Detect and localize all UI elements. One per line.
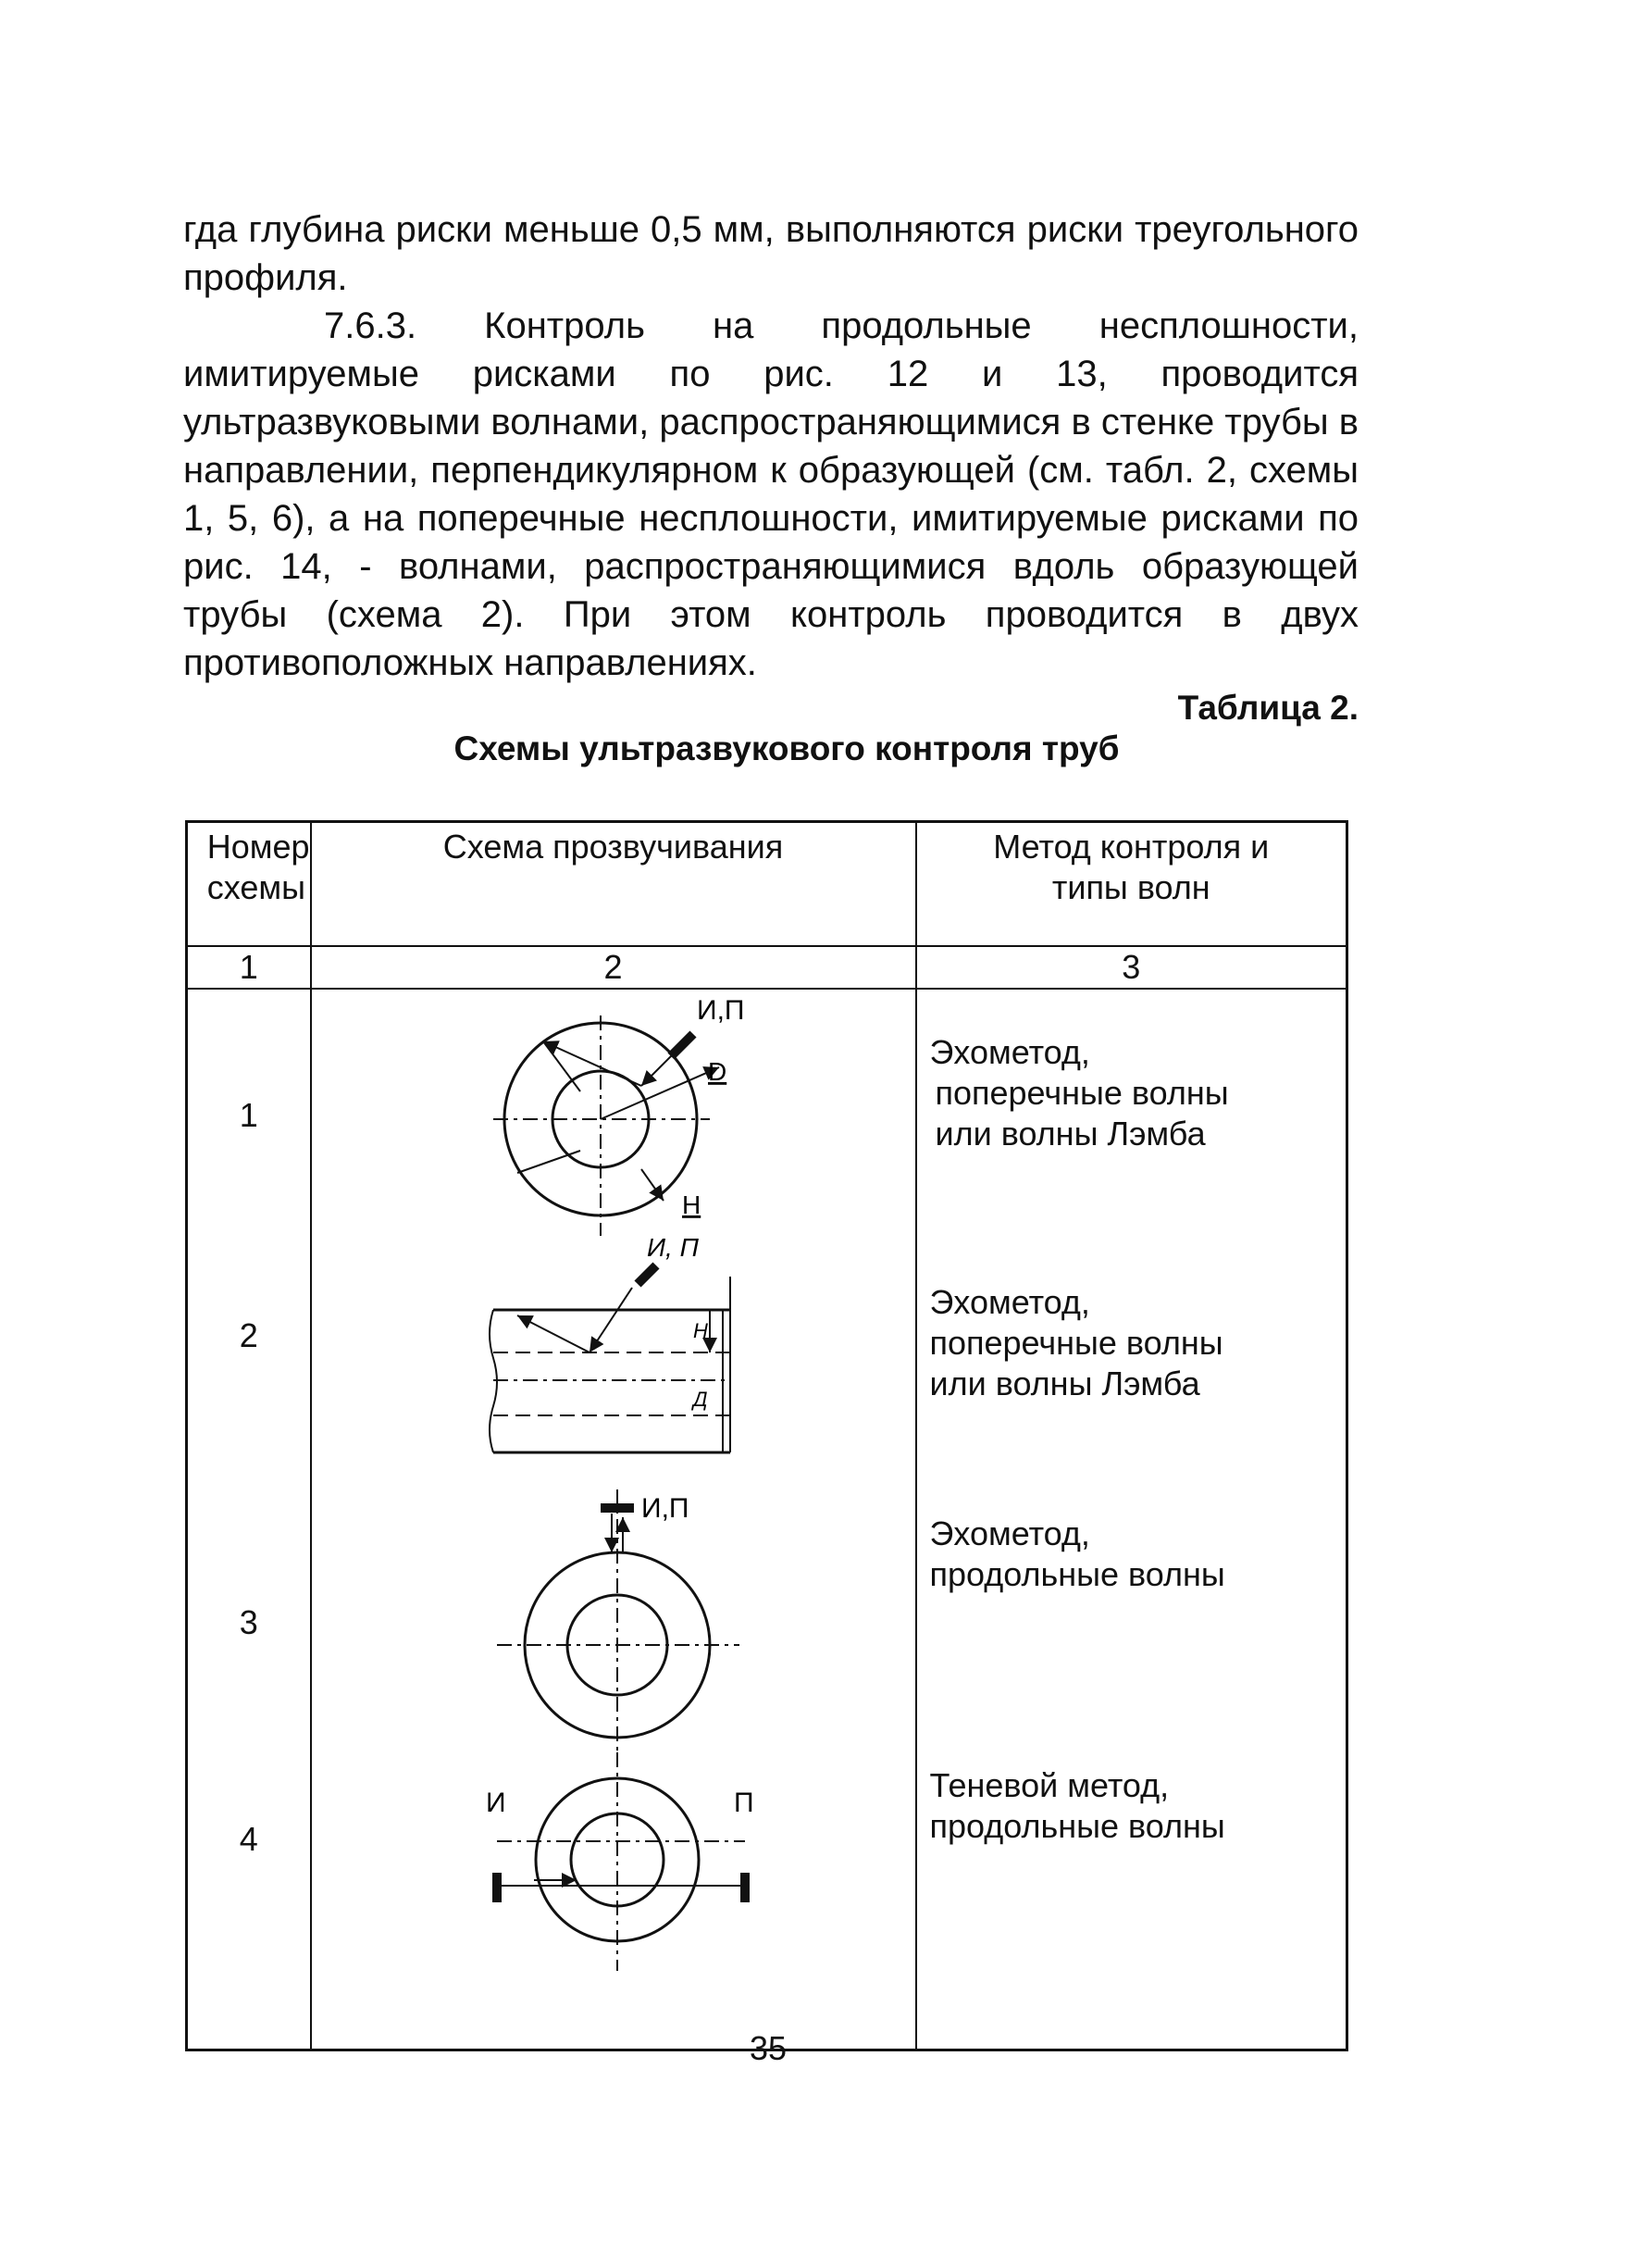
scheme-2-diagram (490, 1265, 730, 1452)
table-title: Схемы ультразвукового контроля труб (453, 729, 1120, 767)
scheme-1-probe-label: И,П (696, 995, 744, 1026)
method-scheme-4: Теневой метод, продольные волны (929, 1766, 1225, 1845)
scheme-number: 4 (239, 1820, 258, 1858)
method-scheme-1: Эхометод, поперечные волны или волны Лэмба (929, 1033, 1229, 1153)
scheme-2-d-label: Д (692, 1388, 707, 1411)
scheme-number: 1 (239, 1096, 258, 1134)
table-header-row (187, 822, 1347, 947)
header-scheme: Схема прозвучивания (311, 822, 916, 947)
scheme-diagrams-cell (311, 989, 916, 2050)
column-number: 2 (311, 946, 916, 989)
scheme-3-diagram (497, 1489, 739, 1767)
scheme-3-probe-label: И,П (640, 1493, 689, 1524)
method-cell (916, 989, 1347, 2050)
scheme-4-i-label: И (485, 1788, 506, 1818)
scheme-2-probe-label: И, П (646, 1233, 699, 1262)
probe-icon (638, 1265, 656, 1284)
scheme-4-p-label: П (733, 1788, 754, 1818)
header-scheme-number: Номер схемы (187, 822, 311, 947)
scheme-diagrams (312, 990, 915, 2039)
scheme-number: 3 (239, 1603, 258, 1641)
column-number-row (187, 946, 1347, 989)
scheme-number: 2 (239, 1316, 258, 1354)
paragraph-7-6-3: 7.6.3. Контроль на продольные несплошности, имитируемые рисками по рис. 12 и 13, проводится ультразвуковыми волнами, распространяющимися в стенке трубы в направлении, перпендикулярном к образующей (см. табл. 2, схемы 1, 5, 6), а на поперечные несплошности, имитируемые рисками по рис. 14, - волнами, распространяющимися вдоль образующей трубы (схема 2). При этом контроль проводится в двух противоположных направлениях. (183, 305, 1359, 683)
paragraph-continuation: гда глубина риски меньше 0,5 мм, выполняются риски треугольного профиля. (183, 209, 1359, 298)
scheme-1-d-label: D (707, 1057, 726, 1086)
column-number: 3 (916, 946, 1347, 989)
method-scheme-3: Эхометод, продольные волны (929, 1514, 1225, 1593)
header-method: Метод контроля и типы волн (916, 822, 1347, 947)
table-label: Таблица 2. (1177, 689, 1359, 727)
scheme-2-h-label: H (692, 1319, 708, 1342)
method-scheme-2: Эхометод, поперечные волны или волны Лэмба (929, 1283, 1223, 1402)
column-number: 1 (187, 946, 311, 989)
table-body-row (187, 989, 1347, 2050)
page-number: 35 (749, 2029, 788, 2067)
scheme-4-diagram (497, 1752, 745, 1971)
scheme-1-h-label: H (681, 1190, 701, 1219)
schemes-table (185, 820, 1348, 2051)
scheme-numbers-cell (187, 989, 311, 2050)
